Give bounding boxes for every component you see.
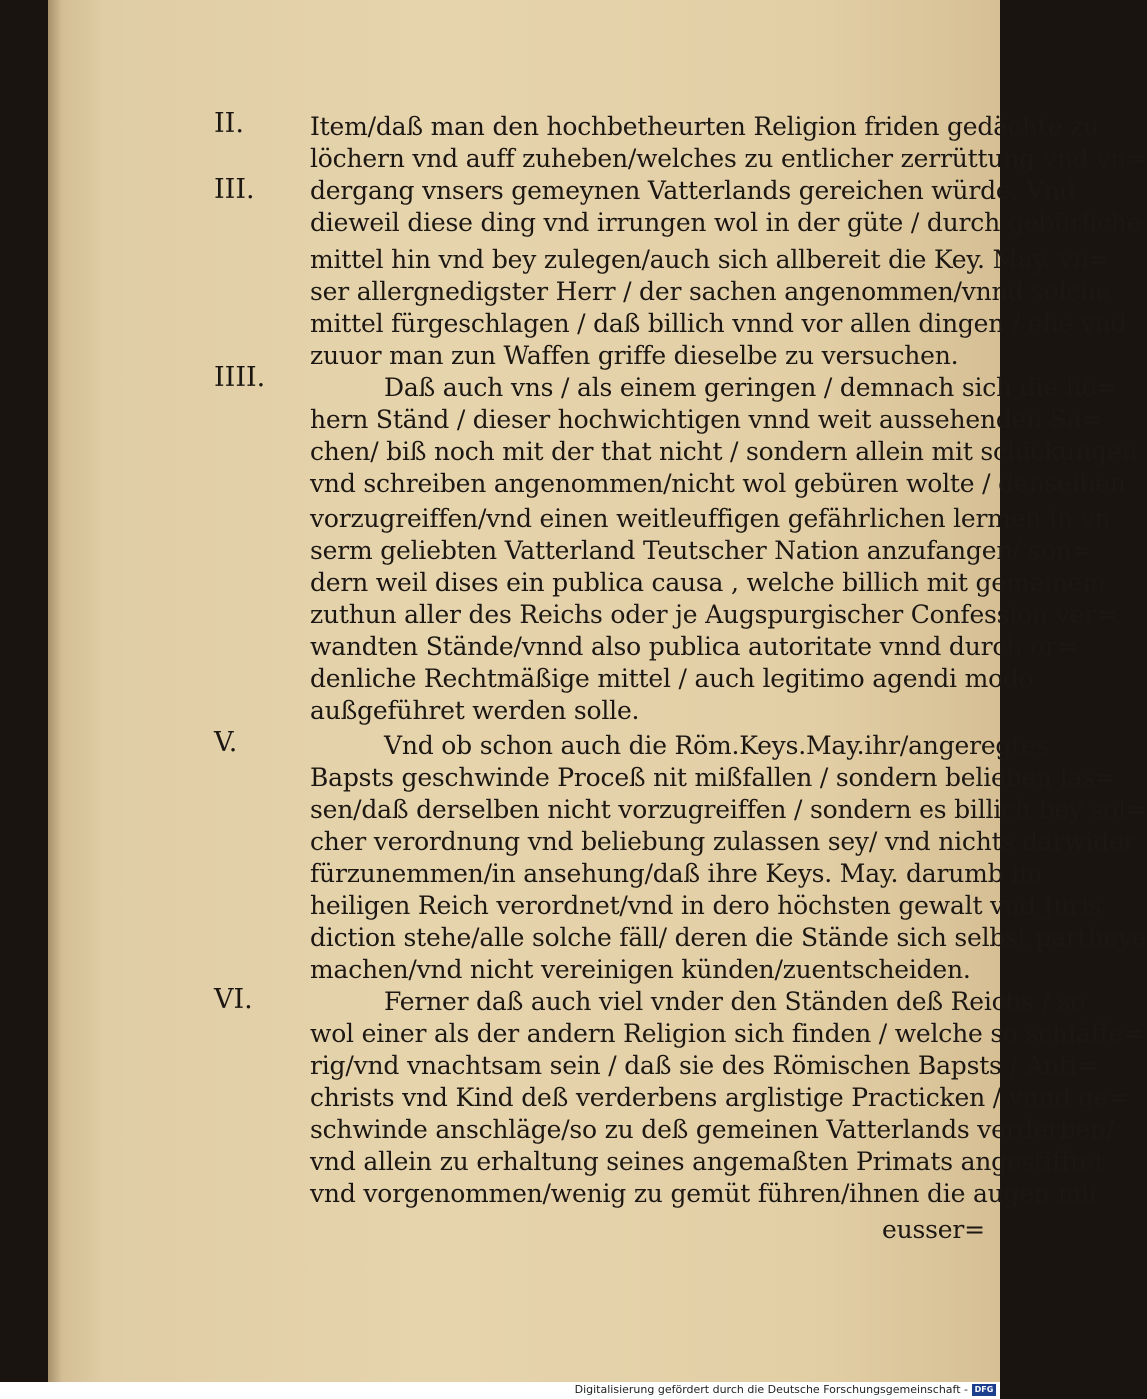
text-line: wandten Stände/vnnd also publica autoritate vnnd durch or=	[310, 632, 1078, 661]
margin-numeral-vi: VI.	[214, 984, 253, 1015]
text-line: heiligen Reich verordnet/vnd in dero höchsten gewalt vnd Juris	[310, 891, 1102, 920]
text-line: zuuor man zun Waffen griffe dieselbe zu versuchen.	[310, 341, 959, 370]
text-line: denliche Rechtmäßige mittel / auch legitimo agendi modo	[310, 664, 1034, 693]
dfg-logo-icon: DFG	[972, 1384, 996, 1396]
text-line: mittel hin vnd bey zulegen/auch sich allbereit die Key. May. vn=	[310, 245, 1110, 274]
text-line: Ferner daß auch viel vnder den Ständen deß Reichs / so	[384, 987, 1086, 1016]
document-page	[48, 0, 1147, 1382]
text-line: Vnd ob schon auch die Röm.Keys.May.ihr/angeregtes	[384, 731, 1049, 760]
margin-numeral-iiii: IIII.	[214, 362, 266, 393]
footer-credit: Digitalisierung gefördert durch die Deutsche Forschungsgemeinschaft -	[574, 1383, 968, 1396]
text-line: christs vnd Kind deß verderbens arglistige Practicken / vnnd ge=	[310, 1083, 1130, 1112]
catchword: eusser=	[882, 1215, 985, 1244]
text-line: löchern vnd auff zuheben/welches zu entlicher zerrüttung vnd vn=	[310, 144, 1147, 173]
text-line: machen/vnd nicht vereinigen künden/zuentscheiden.	[310, 955, 971, 984]
text-line: Item/daß man den hochbetheurten Religion friden gedächte zu	[310, 112, 1099, 141]
text-line: diction stehe/alle solche fäll/ deren die Stände sich selbst partheye	[310, 923, 1147, 952]
text-line: vnd vorgenommen/wenig zu gemüt führen/ihnen die augen mit	[310, 1179, 1099, 1208]
text-line: außgeführet werden solle.	[310, 696, 640, 725]
text-line: fürzunemmen/in ansehung/daß ihre Keys. May. darumb im	[310, 859, 1043, 888]
text-line: sen/daß derselben nicht vorzugreiffen / sondern es billich bey sol=	[310, 795, 1147, 824]
text-line: hern Ständ / dieser hochwichtigen vnnd weit aussehenden Sa=	[310, 405, 1103, 434]
text-line: chen/ biß noch mit der that nicht / sondern allein mit schickungen	[310, 437, 1138, 466]
text-line: wol einer als der andern Religion sich finden / welche so schläffe=	[310, 1019, 1144, 1048]
margin-numeral-iii: III.	[214, 174, 255, 205]
text-line: mittel fürgeschlagen / daß billich vnnd vor allen dingen / ehe vnd	[310, 309, 1127, 338]
text-line: rig/vnd vnachtsam sein / daß sie des Römischen Bapsts / Anti=	[310, 1051, 1098, 1080]
text-line: vnd schreiben angenommen/nicht wol gebüren wolte / denselben	[310, 469, 1126, 498]
text-line: cher verordnung vnd beliebung zulassen sey/ vnd nichts darwider	[310, 827, 1136, 856]
text-line: vnd allein zu erhaltung seines angemaßten Primats angestifftet	[310, 1147, 1105, 1176]
footer-bar	[0, 1382, 1000, 1399]
margin-numeral-ii: II.	[214, 108, 244, 139]
text-line: vorzugreiffen/vnd einen weitleuffigen gefährlichen lermen in vn	[310, 504, 1111, 533]
text-line: dergang vnsers gemeynen Vatterlands gereichen würde. Vnd	[310, 176, 1076, 205]
text-line: dern weil dises ein publica causa , welche billich mit gemeinem	[310, 568, 1106, 597]
text-line: serm geliebten Vatterland Teutscher Nation anzufangen/ son=	[310, 536, 1093, 565]
margin-numeral-v: V.	[214, 727, 238, 758]
text-line: Daß auch vns / als einem geringen / demnach sich die hö=	[384, 373, 1118, 402]
text-line: schwinde anschläge/so zu deß gemeinen Vatterlands verderben/	[310, 1115, 1115, 1144]
text-line: Bapsts geschwinde Proceß nit mißfallen / sondern belieben las=	[310, 763, 1116, 792]
text-line: ser allergnedigster Herr / der sachen angenommen/vnnd solche	[310, 277, 1111, 306]
text-line: zuthun aller des Reichs oder je Augspurgischer Confession ver=	[310, 600, 1117, 629]
text-line: dieweil diese ding vnd irrungen wol in der güte / durch gebürliche	[310, 208, 1142, 237]
